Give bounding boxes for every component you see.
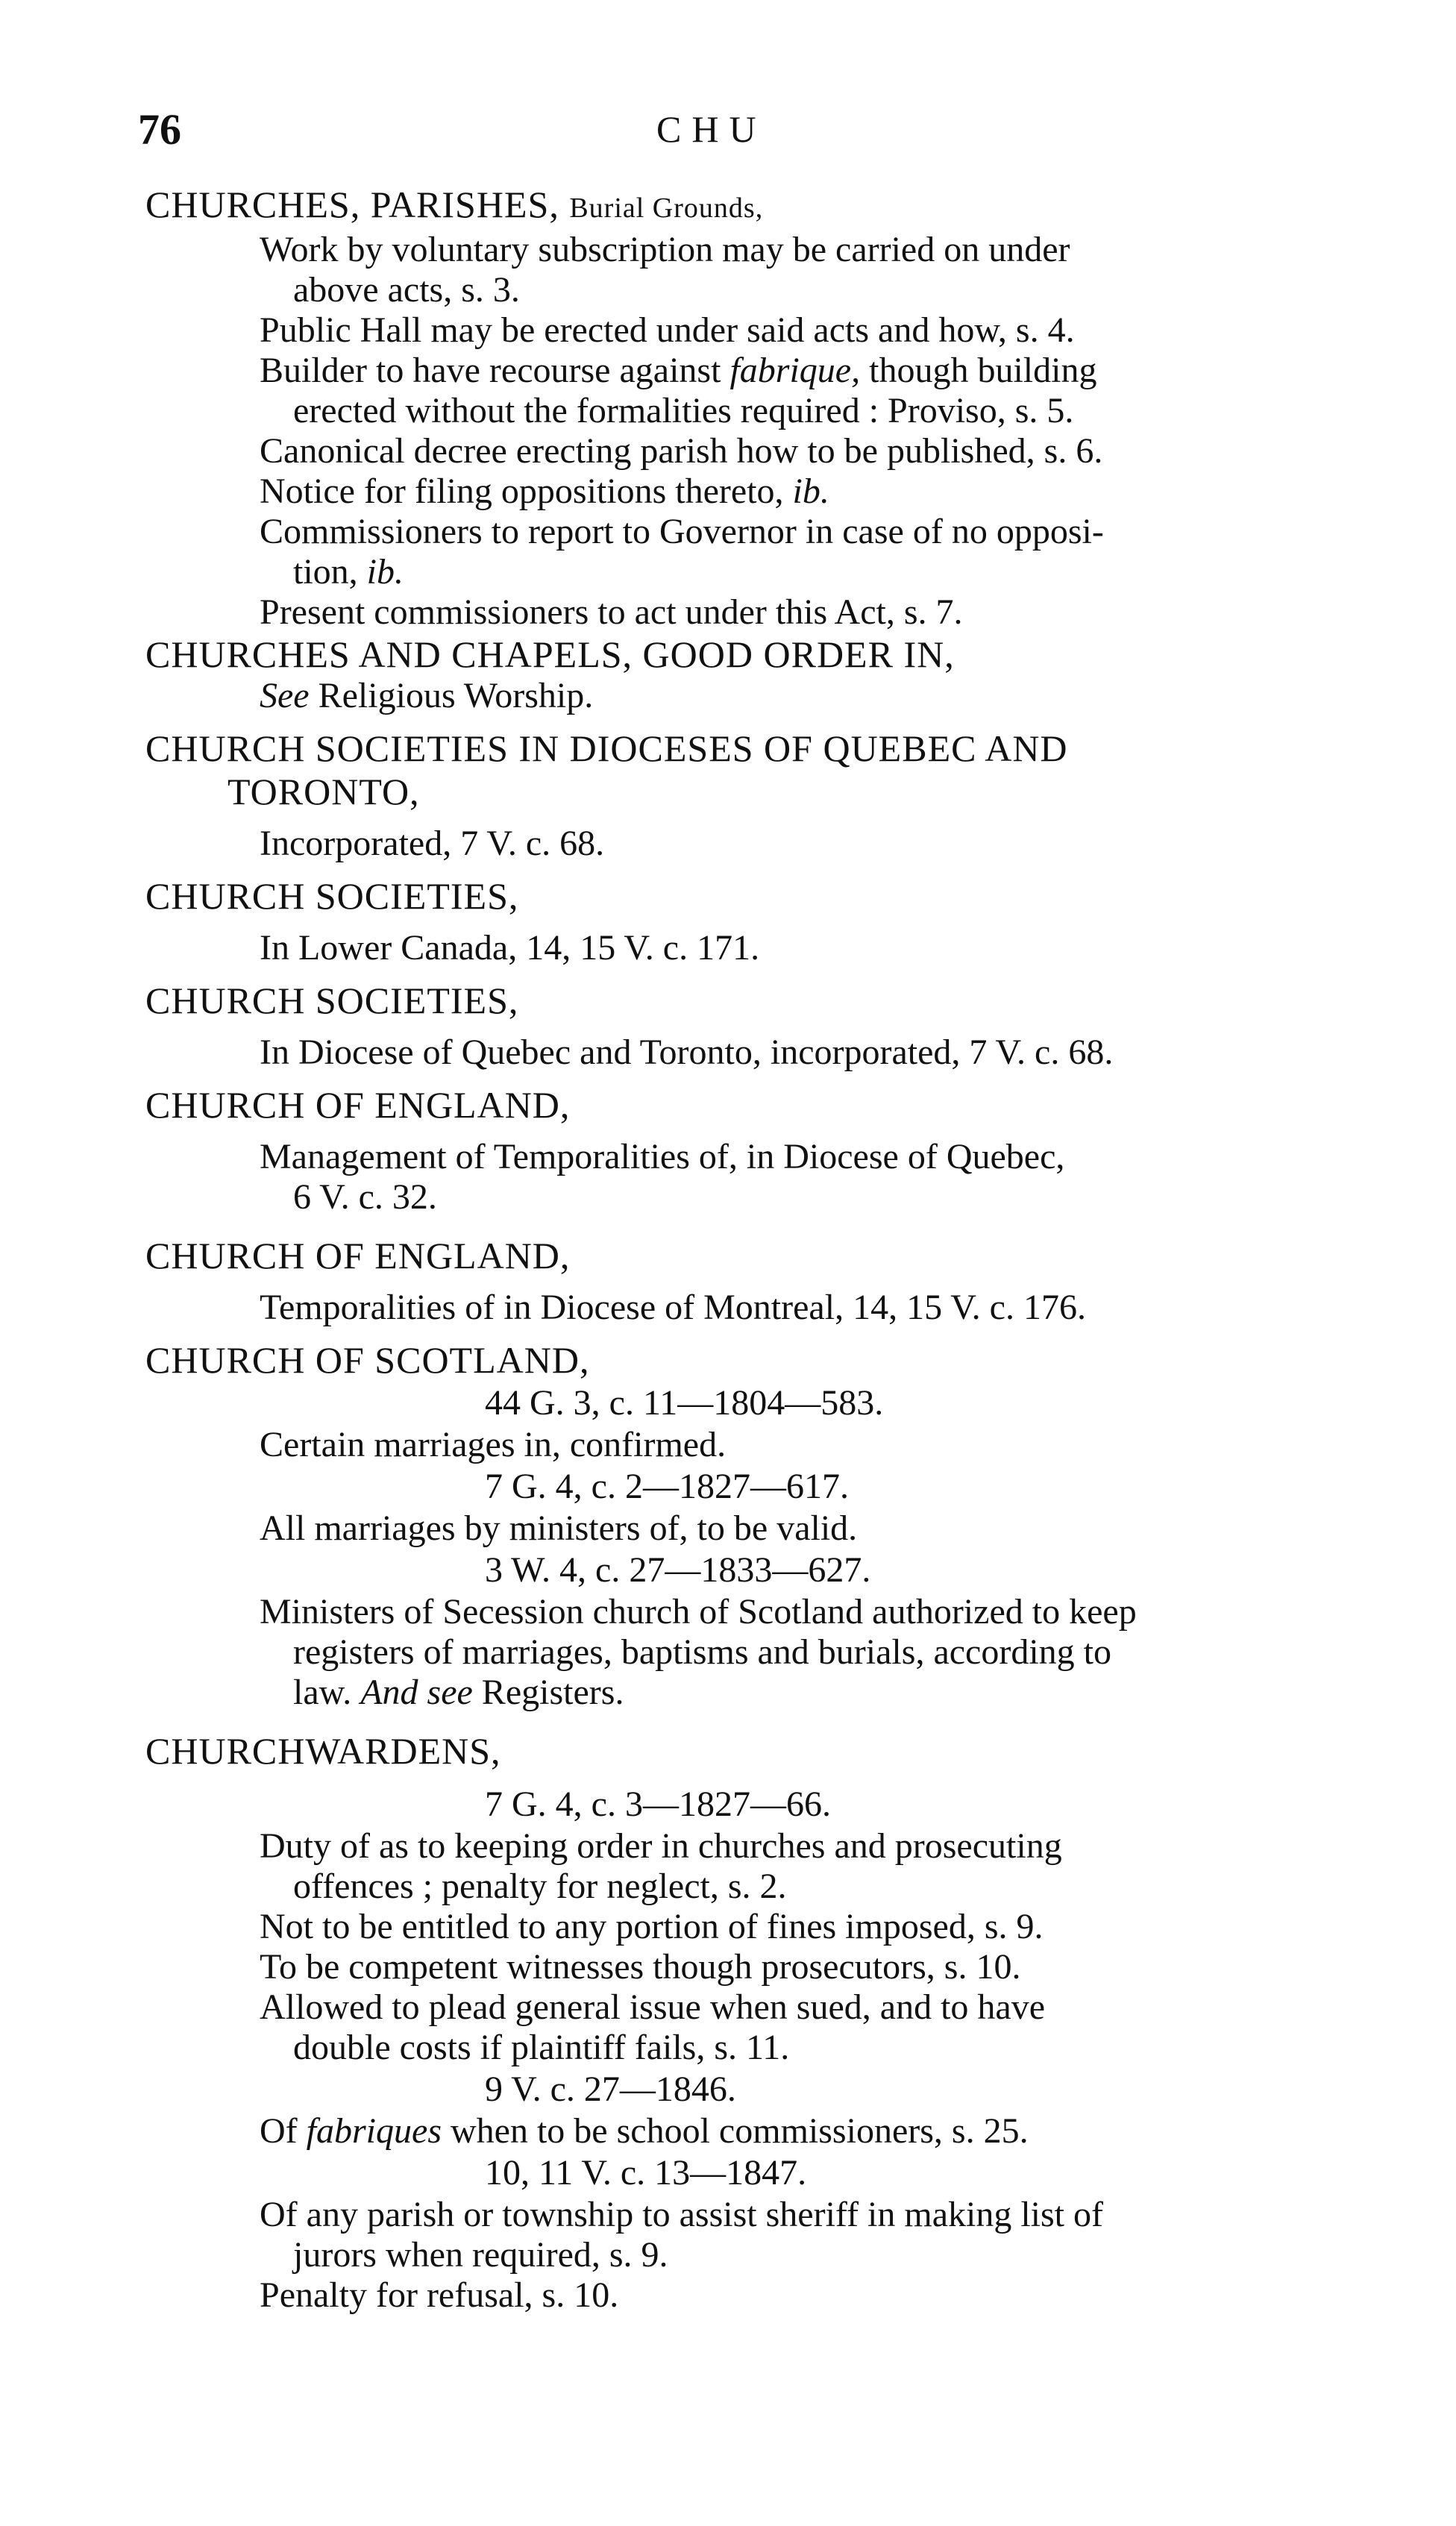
- index-content: [142, 183, 1305, 2316]
- page-number: 76: [138, 105, 181, 154]
- statute-reference: 7 G. 4, c. 3—1827—66.: [485, 1784, 831, 1824]
- statute-reference: 44 G. 3, c. 11—1804—583.: [485, 1383, 884, 1423]
- index-entry: [142, 1338, 1305, 1713]
- entry-line: Commissioners to report to Governor in case of no opposi- tion, ib.: [260, 512, 1104, 592]
- entry-heading: CHURCHWARDENS,: [145, 1730, 501, 1772]
- index-entry: [142, 1234, 1305, 1328]
- entry-heading: CHURCHES, PARISHES, Burial Grounds,: [145, 184, 764, 225]
- entry-line: Management of Temporalities of, in Diocese of Quebec, 6 V. c. 32.: [260, 1137, 1065, 1217]
- entry-line: Canonical decree erecting parish how to be published, s. 6.: [260, 431, 1103, 471]
- entry-line: Of any parish or township to assist sheriff in making list of jurors when required, s. 9.: [260, 2195, 1103, 2275]
- statute-reference: 3 W. 4, c. 27—1833—627.: [485, 1550, 871, 1590]
- entry-heading: CHURCH OF ENGLAND,: [145, 1084, 571, 1126]
- entry-line: All marriages by ministers of, to be valid.: [260, 1508, 858, 1548]
- statute-reference: 10, 11 V. c. 13—1847.: [485, 2153, 807, 2193]
- entry-line: Incorporated, 7 V. c. 68.: [260, 824, 605, 863]
- entry-line: Duty of as to keeping order in churches and prosecuting offences ; penalty for neglect, s. 2.: [260, 1826, 1062, 1906]
- entry-line: Present commissioners to act under this Act, s. 7.: [260, 592, 963, 632]
- entry-line: Certain marriages in, confirmed.: [260, 1425, 727, 1464]
- entry-line: Notice for filing oppositions thereto, ib.: [260, 471, 829, 511]
- entry-heading: CHURCH SOCIETIES,: [145, 980, 519, 1021]
- index-entry: [142, 979, 1305, 1073]
- entry-line: In Diocese of Quebec and Toronto, incorporated, 7 V. c. 68.: [260, 1032, 1114, 1072]
- entry-line: Ministers of Secession church of Scotland authorized to keep registers of marriages, baptisms and burials, according to law. And see Registers.: [260, 1592, 1137, 1712]
- entry-line: To be competent witnesses though prosecutors, s. 10.: [260, 1947, 1021, 1987]
- entry-heading-continued: TORONTO,: [228, 771, 420, 812]
- entry-heading: CHURCH OF ENGLAND,: [145, 1235, 571, 1276]
- index-entry: [142, 1729, 1305, 2316]
- index-entry: [142, 874, 1305, 968]
- entry-line: Builder to have recourse against fabrique, though building erected without the formalities required : Proviso, s. 5.: [260, 351, 1097, 430]
- index-entry: [142, 727, 1305, 864]
- entry-heading: CHURCH SOCIETIES,: [145, 875, 519, 917]
- entry-line: Of fabriques when to be school commissioners, s. 25.: [260, 2111, 1029, 2151]
- index-entry: [142, 633, 1305, 716]
- entry-heading: CHURCH OF SCOTLAND,: [145, 1339, 590, 1381]
- page-header: [0, 104, 1456, 164]
- entry-heading: CHURCHES AND CHAPELS, GOOD ORDER IN,: [145, 633, 955, 675]
- index-entry: [142, 183, 1305, 633]
- entry-line: See Religious Worship.: [260, 676, 594, 715]
- statute-reference: 9 V. c. 27—1846.: [485, 2069, 736, 2109]
- entry-heading: CHURCH SOCIETIES IN DIOCESES OF QUEBEC AND: [145, 727, 1068, 769]
- entry-line: Work by voluntary subscription may be carried on under above acts, s. 3.: [260, 230, 1070, 310]
- entry-line: Temporalities of in Diocese of Montreal, 14, 15 V. c. 176.: [260, 1288, 1086, 1327]
- entry-line: Allowed to plead general issue when sued, and to have double costs if plaintiff fails, s. 11.: [260, 1987, 1046, 2067]
- entry-line: Not to be entitled to any portion of fines imposed, s. 9.: [260, 1907, 1044, 1946]
- entry-line: Public Hall may be erected under said acts and how, s. 4.: [260, 310, 1075, 350]
- statute-reference: 7 G. 4, c. 2—1827—617.: [485, 1467, 849, 1506]
- entry-line: In Lower Canada, 14, 15 V. c. 171.: [260, 928, 760, 968]
- entry-line: Penalty for refusal, s. 10.: [260, 2275, 619, 2315]
- running-head: CHU: [656, 108, 767, 150]
- index-entry: [142, 1083, 1305, 1217]
